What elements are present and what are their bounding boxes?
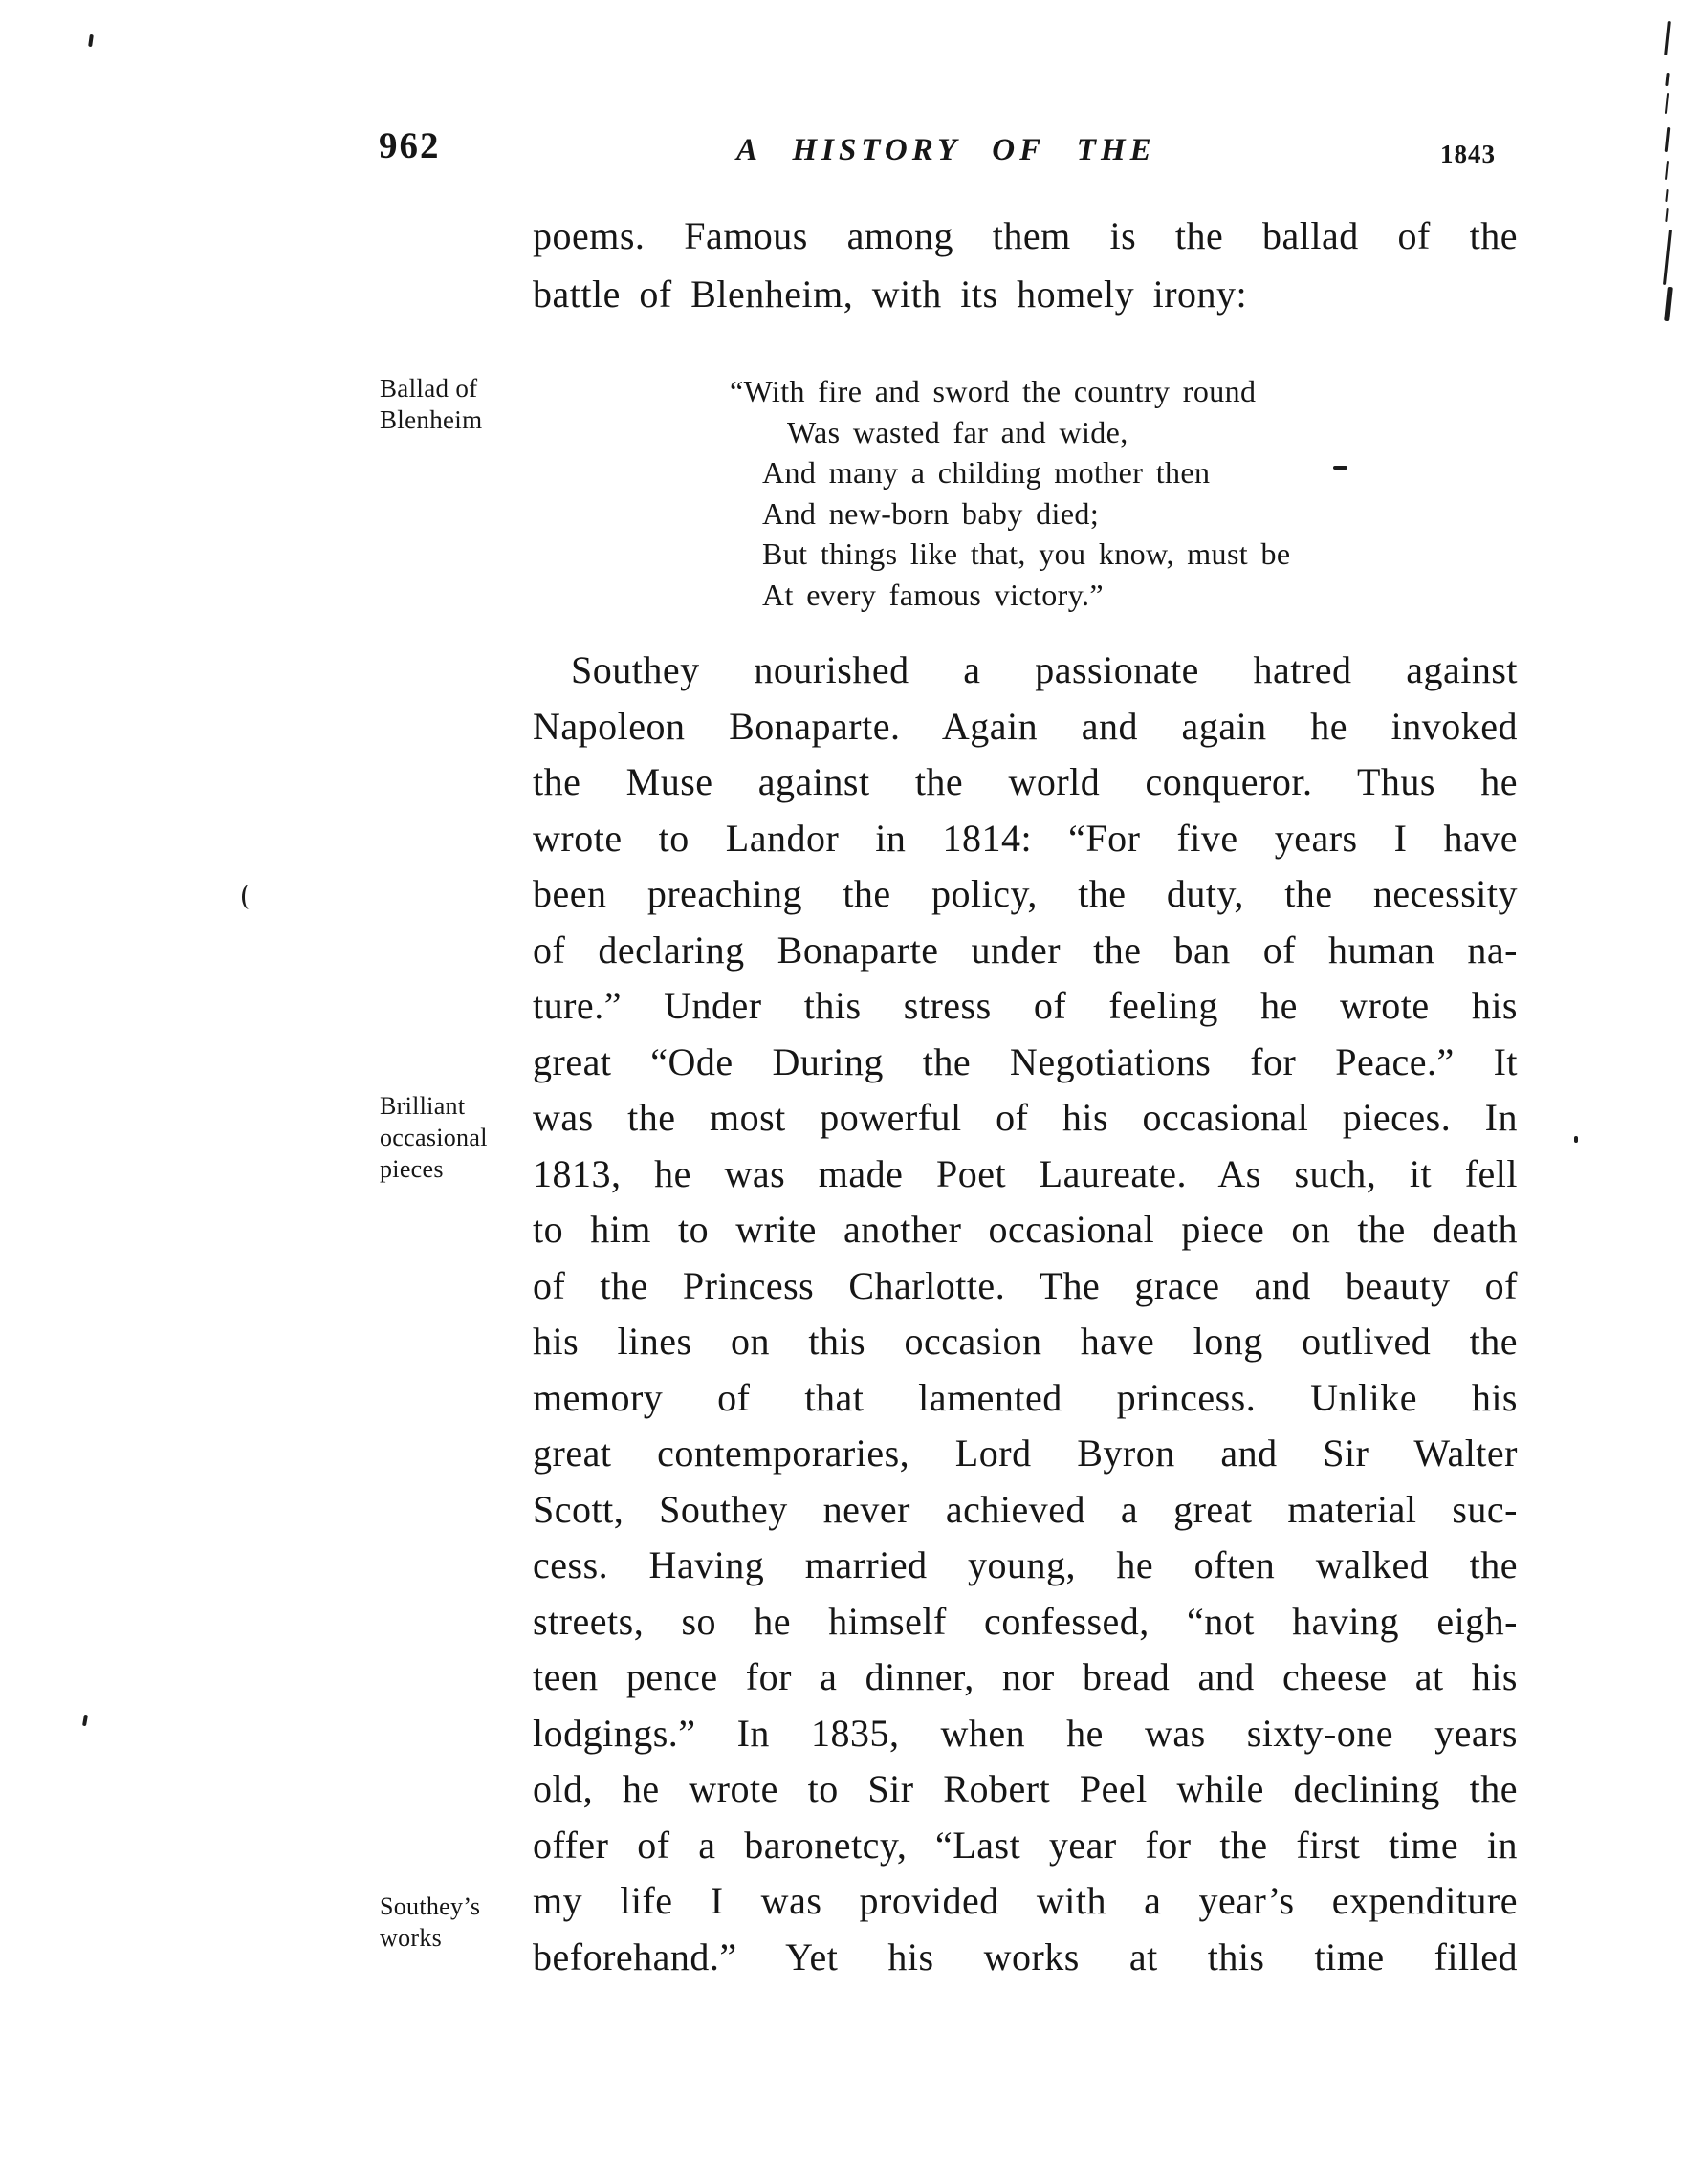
- margin-note-line: Brilliant: [380, 1092, 466, 1120]
- scan-speck: [1665, 127, 1671, 152]
- poem-line: “With fire and sword the country round: [730, 374, 1257, 408]
- body-line: streets, so he himself confessed, “not having eigh-: [533, 1599, 1518, 1643]
- scan-speck: [1665, 208, 1668, 222]
- body-line: of declaring Bonaparte under the ban of human na-: [533, 928, 1518, 972]
- body-line: lodgings.” In 1835, when he was sixty-one years: [533, 1711, 1518, 1755]
- margin-note-brilliant-occasional-pieces: [380, 1090, 537, 1185]
- scan-speck: [1664, 287, 1673, 321]
- scan-speck: [82, 1715, 88, 1727]
- body-line: old, he wrote to Sir Robert Peel while declining the: [533, 1767, 1518, 1810]
- scan-speck: [1665, 161, 1669, 180]
- poem-line: At every famous victory.”: [762, 577, 1105, 612]
- margin-note-line: Southey’s: [380, 1892, 481, 1920]
- poem-line: But things like that, you know, must be: [762, 536, 1291, 571]
- body-line: his lines on this occasion have long outlived the: [533, 1320, 1518, 1363]
- body-line: to him to write another occasional piece on the death: [533, 1208, 1518, 1251]
- scan-speck: [1665, 73, 1669, 86]
- scan-speck: [1665, 93, 1669, 114]
- margin-note-line: Blenheim: [380, 405, 483, 434]
- text-line: poems. Famous among them is the ballad of the: [533, 214, 1518, 257]
- body-line: teen pence for a dinner, nor bread and cheese at his: [533, 1655, 1518, 1698]
- scan-speck: [1663, 230, 1672, 285]
- body-line: memory of that lamented princess. Unlike his: [533, 1375, 1518, 1419]
- body-line: was the most powerful of his occasional pieces. In: [533, 1096, 1518, 1139]
- poem-line: And new-born baby died;: [762, 495, 1100, 531]
- body-line: Napoleon Bonaparte. Again and again he invoked: [533, 704, 1518, 748]
- scan-artifact-right-edge-marks: [1662, 0, 1681, 344]
- body-line: my life I was provided with a year’s expenditure: [533, 1879, 1518, 1922]
- margin-note-line: Ballad of: [380, 374, 478, 403]
- margin-note-southeys-works: [380, 1891, 537, 1954]
- body-line: Southey nourished a passionate hatred against: [571, 648, 1518, 691]
- running-title: A HISTORY OF THE: [736, 133, 1156, 167]
- body-line: offer of a baronetcy, “Last year for the first time in: [533, 1823, 1518, 1867]
- scan-speck: [1664, 21, 1671, 55]
- scan-speck: [1333, 466, 1347, 470]
- body-line: of the Princess Charlotte. The grace and beauty of: [533, 1263, 1518, 1307]
- year-label: 1843: [1440, 140, 1496, 168]
- body-line: the Muse against the world conqueror. Thus he: [533, 760, 1518, 803]
- body-line: great contemporaries, Lord Byron and Sir Walter: [533, 1432, 1518, 1475]
- scan-speck: [1665, 189, 1668, 202]
- body-line: been preaching the policy, the duty, the necessity: [533, 872, 1518, 915]
- poem-quotation: [730, 371, 1412, 615]
- margin-note-line: works: [380, 1924, 443, 1952]
- margin-note-line: occasional: [380, 1124, 488, 1151]
- poem-line: Was wasted far and wide,: [787, 414, 1128, 449]
- page-number: 962: [379, 125, 441, 166]
- scan-speck: [1574, 1136, 1578, 1143]
- margin-note-ballad-of-blenheim: [380, 373, 537, 436]
- margin-note-line: pieces: [380, 1155, 444, 1183]
- body-line: 1813, he was made Poet Laureate. As such, it fell: [533, 1151, 1518, 1195]
- scan-speck: [242, 885, 256, 909]
- intro-paragraph: [533, 207, 1518, 323]
- body-line: cess. Having married young, he often walked the: [533, 1543, 1518, 1586]
- body-line: ture.” Under this stress of feeling he wrote his: [533, 984, 1518, 1027]
- body-line: beforehand.” Yet his works at this time filled: [533, 1934, 1518, 1978]
- text-line: battle of Blenheim, with its homely irony:: [533, 273, 1248, 316]
- body-line: wrote to Landor in 1814: “For five years I have: [533, 816, 1518, 860]
- scan-speck: [88, 34, 94, 47]
- body-line: Scott, Southey never achieved a great material suc-: [533, 1487, 1518, 1531]
- body-line: great “Ode During the Negotiations for Peace.” It: [533, 1039, 1518, 1083]
- poem-line: And many a childing mother then: [762, 455, 1211, 490]
- body-paragraph: [533, 643, 1518, 1985]
